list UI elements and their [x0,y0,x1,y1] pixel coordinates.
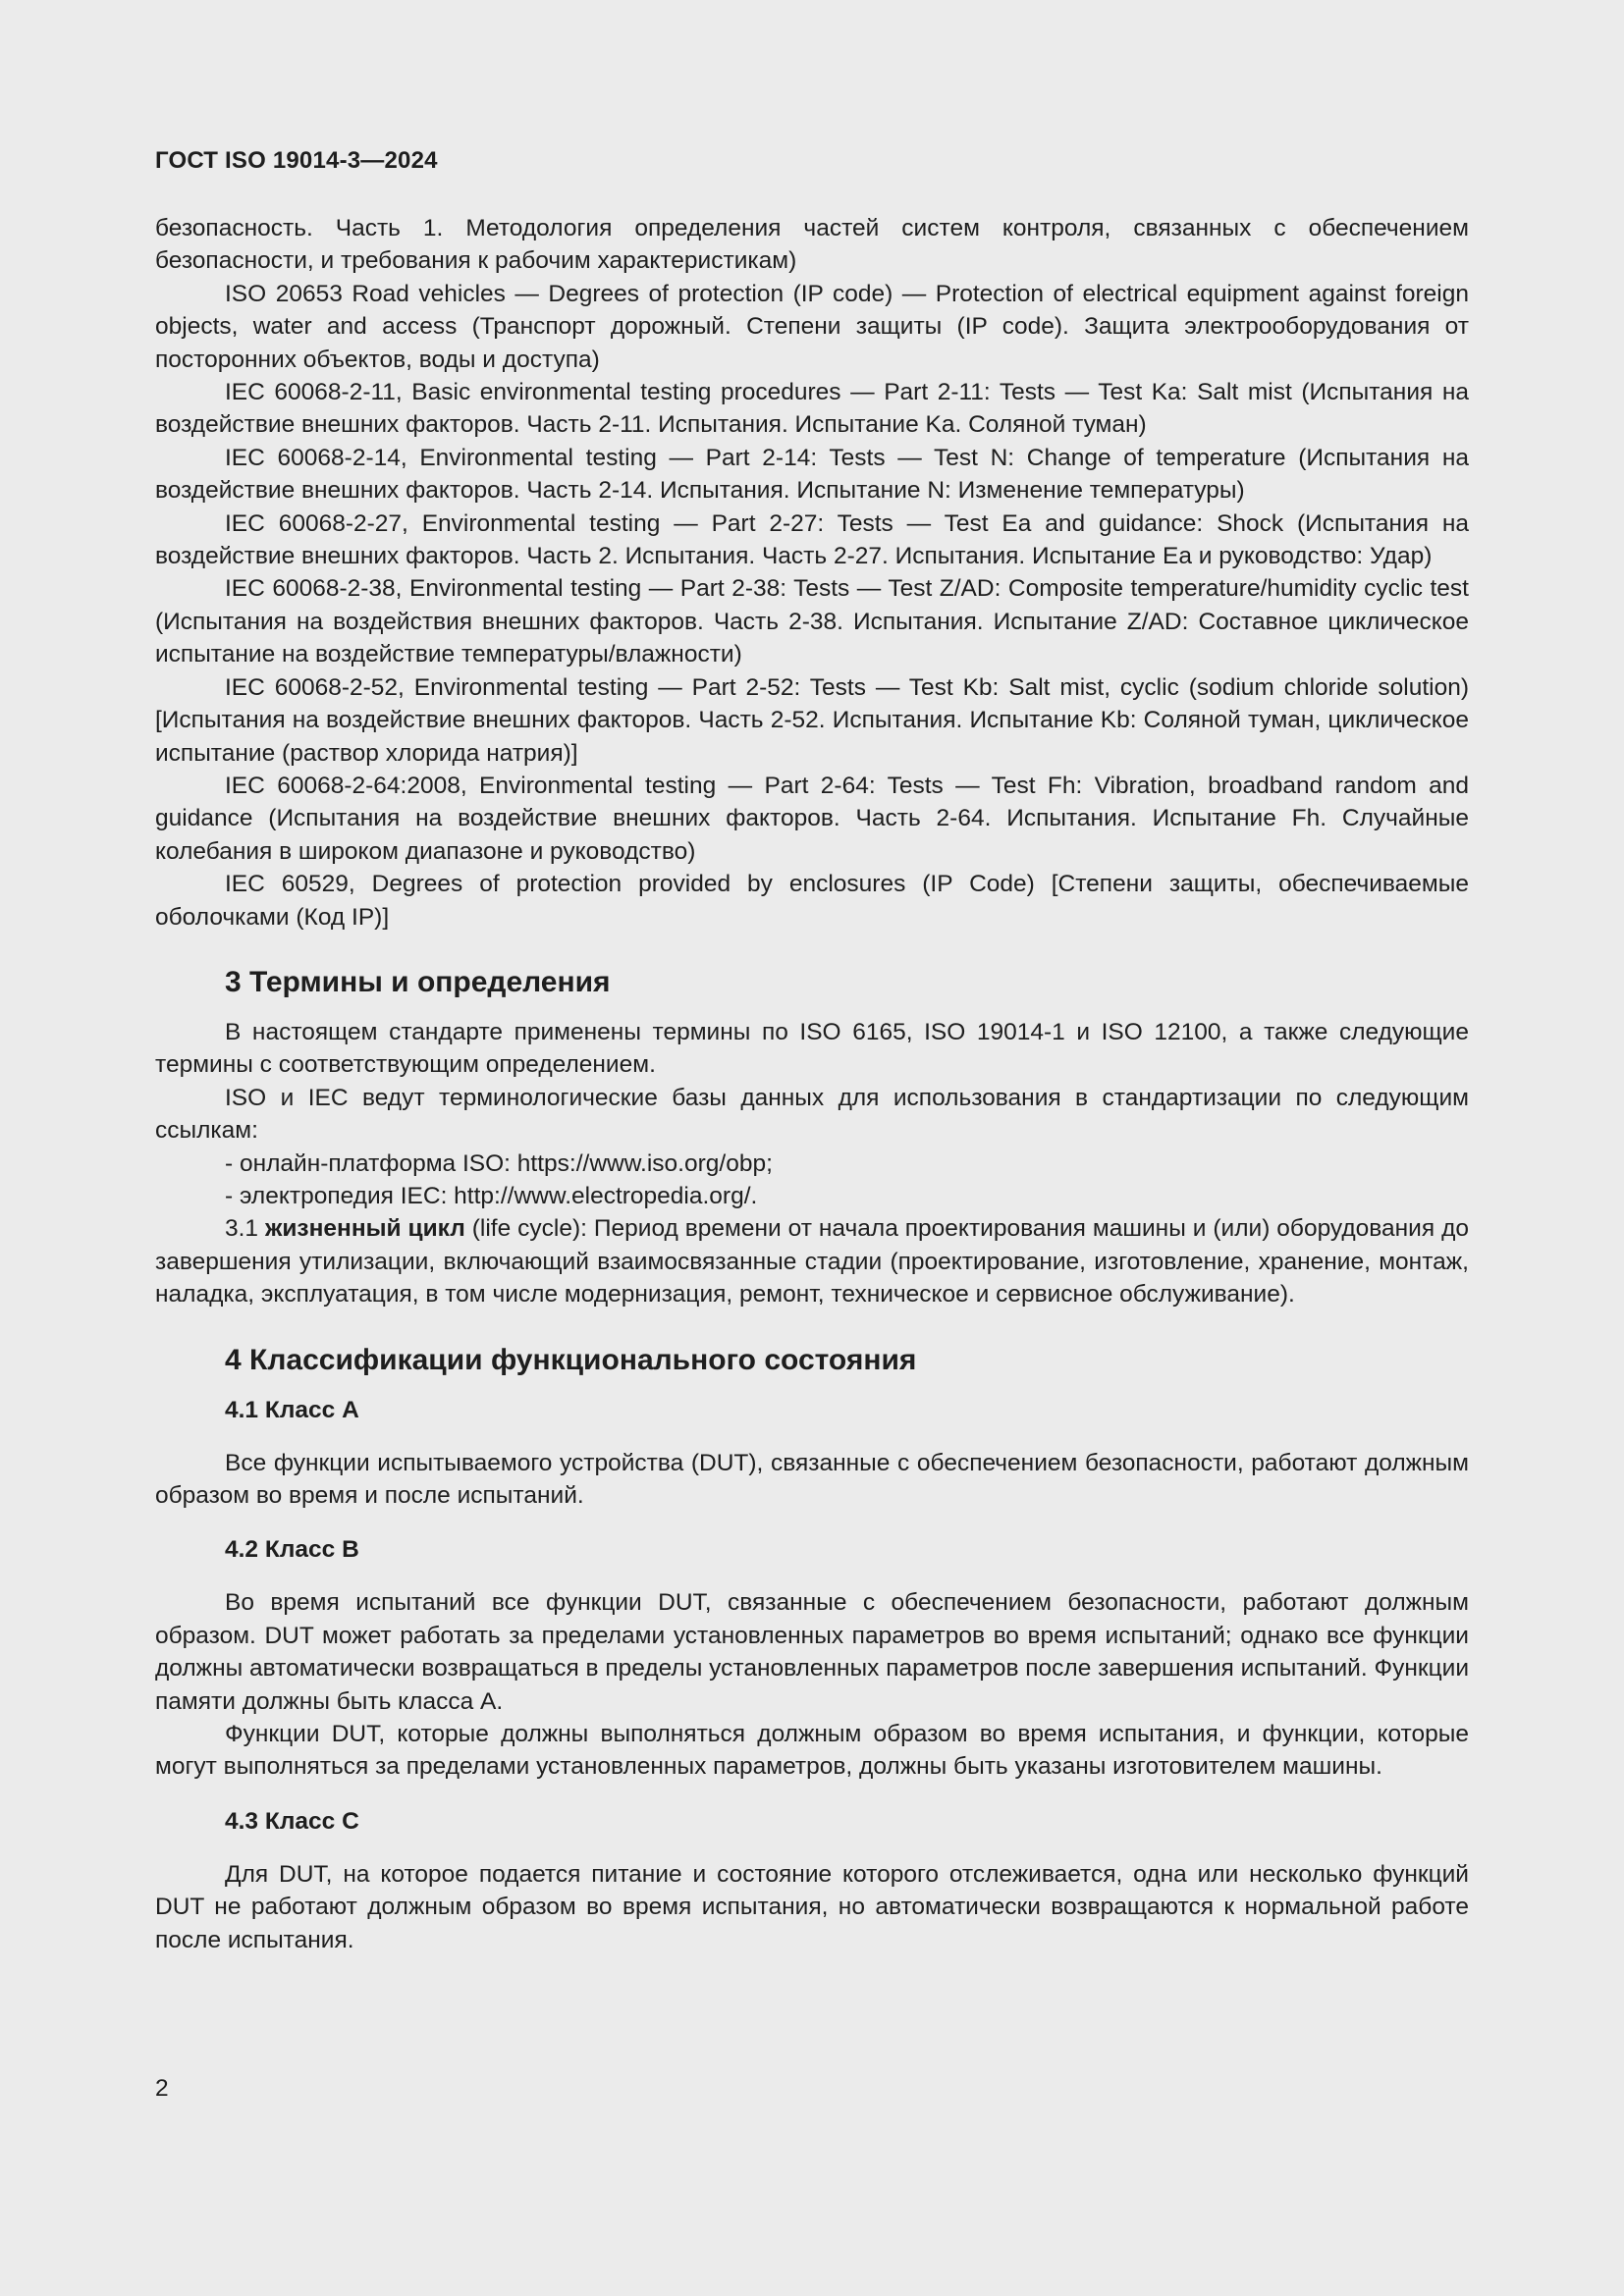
term-number: 3.1 [225,1215,265,1243]
standard-id-header: ГОСТ ISO 19014-3—2024 [155,147,438,174]
reference-iso-20653: ISO 20653 Road vehicles — Degrees of protection (IP code) — Protection of electrical equipment against foreign objects, water and access (Транспорт дорожный. Степени защиты (IP code). Защита электрооборудования от посторонних объектов, воды и доступа) [155,280,1469,373]
term-definition-3-1 [155,1212,1469,1310]
section-3-paragraph-2: ISO и IEC ведут терминологические базы данных для использования в стандартизации по следующим ссылкам: [155,1084,1469,1145]
reference-iec-60068-2-52: IEC 60068-2-52, Environmental testing — Part 2-52: Tests — Test Kb: Salt mist, cyclic (sodium chloride solution) [Испытания на воздействие внешних факторов. Часть 2-52. Испытания. Испытание Kb: Соляной туман, циклическое испытание (раствор хлорида натрия)] [155,673,1469,767]
section-4-heading: 4 Классификации функционального состояния [225,1343,917,1376]
page-number: 2 [155,2075,169,2102]
reference-iec-60068-2-14: IEC 60068-2-14, Environmental testing — Part 2-14: Tests — Test N: Change of temperature (Испытания на воздействие внешних факторов. Часть 2-14. Испытания. Испытание N: Изменение температуры) [155,444,1469,505]
link-item-iso-obp: - онлайн-платформа ISO: https://www.iso.org/obp; [225,1149,773,1177]
class-b-paragraph-1: Во время испытаний все функции DUT, связанные с обеспечением безопасности, работают должным образом. DUT может работать за пределами установленных параметров во время испытаний; однако все функции должны автоматически возвращаться в пределы установленных параметров после завершения испытаний. Функции памяти должны быть класса А. [155,1589,1470,1715]
class-a-paragraph: Все функции испытываемого устройства (DUT), связанные с обеспечением безопасности, работают должным образом во время и после испытаний. [155,1449,1469,1509]
reference-continuation: безопасность. Часть 1. Методология определения частей систем контроля, связанных с обеспечением безопасности, и требования к рабочим характеристикам) [155,215,1469,275]
reference-iec-60068-2-64: IEC 60068-2-64:2008, Environmental testing — Part 2-64: Tests — Test Fh: Vibration, broadband random and guidance (Испытания на воздействие внешних факторов. Часть 2-64. Испытания. Испытание Fh. Случайные колебания в широком диапазоне и руководство) [155,772,1469,865]
reference-iec-60068-2-11: IEC 60068-2-11, Basic environmental testing procedures — Part 2-11: Tests — Test Ka: Salt mist (Испытания на воздействие внешних факторов. Часть 2-11. Испытания. Испытание Ka. Соляной туман) [155,379,1469,439]
class-b-paragraph-2: Функции DUT, которые должны выполняться должным образом во время испытания, и функции, которые могут выполняться за пределами установленных параметров, должны быть указаны изготовителем машины. [155,1721,1469,1781]
section-3-heading: 3 Термины и определения [225,965,611,998]
subsection-4-2-heading: 4.2 Класс В [225,1536,359,1564]
reference-iec-60529: IEC 60529, Degrees of protection provided by enclosures (IP Code) [Степени защиты, обеспечиваемые оболочками (Код IP)] [155,871,1469,931]
class-c-paragraph: Для DUT, на которое подается питание и состояние которого отслеживается, одна или несколько функций DUT не работают должным образом во время испытания, но автоматически возвращаются к нормальной работе после испытания. [155,1860,1469,1953]
subsection-4-1-heading: 4.1 Класс А [225,1396,359,1423]
reference-iec-60068-2-38: IEC 60068-2-38, Environmental testing — Part 2-38: Tests — Test Z/AD: Composite temperature/humidity cyclic test (Испытания на воздействия внешних факторов. Часть 2-38. Испытания. Испытание Z/AD: Составное циклическое испытание на воздействие температуры/влажности) [155,575,1469,668]
term-name: жизненный цикл [265,1215,465,1243]
link-item-electropedia: - электропедия IEC: http://www.electropedia.org/. [225,1182,758,1209]
section-3-paragraph-1: В настоящем стандарте применены термины по ISO 6165, ISO 19014-1 и ISO 12100, а также следующие термины с соответствующим определением. [155,1018,1469,1079]
reference-iec-60068-2-27: IEC 60068-2-27, Environmental testing — Part 2-27: Tests — Test Ea and guidance: Shock (Испытания на воздействие внешних факторов. Часть 2. Испытания. Часть 2-27. Испытания. Испытание Ea и руководство: Удар) [155,509,1469,570]
subsection-4-3-heading: 4.3 Класс С [225,1807,359,1835]
document-page [155,145,1469,1956]
term-definition-text: (life cycle): Период времени от начала проектирования машины и (или) оборудования до завершения утилизации, включающий взаимосвязанные стадии (проектирование, изготовление, хранение, монтаж, наладка, эксплуатация, в том числе модернизация, ремонт, техническое и сервисное обслуживание). [155,1215,1469,1308]
